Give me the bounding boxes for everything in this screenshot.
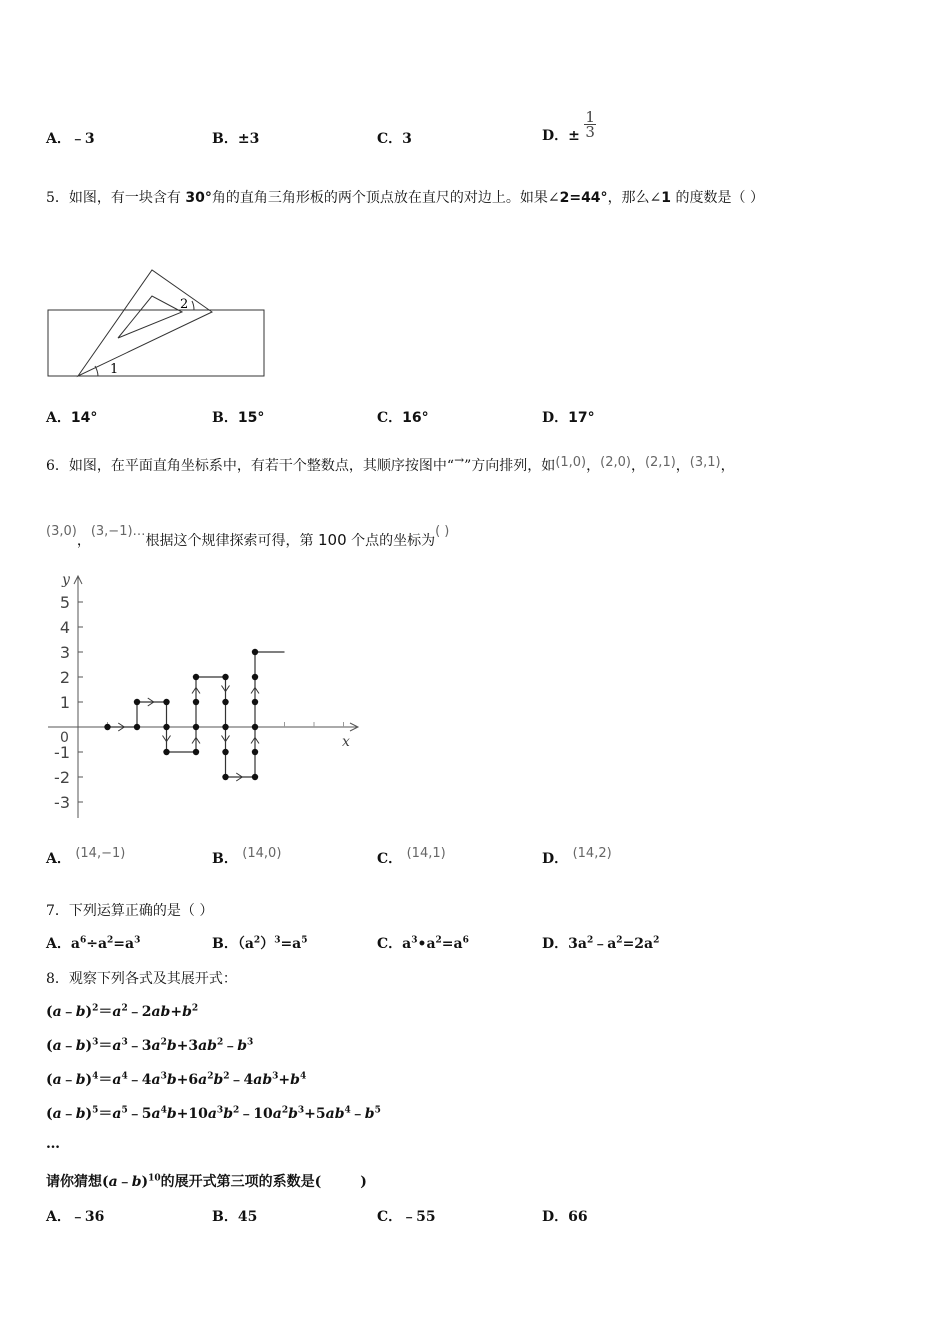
point-label: (2,1) <box>644 455 676 470</box>
formula-text <box>321 1174 360 1190</box>
option-key: A． <box>46 1209 71 1225</box>
formula-text: a <box>198 1072 208 1088</box>
formula-text: b <box>223 1106 233 1122</box>
formula-text: a <box>112 1106 122 1122</box>
data-point <box>163 699 169 705</box>
exponent: 2 <box>435 935 442 946</box>
formula-text: ﹣ <box>223 1038 238 1054</box>
formula-text: ) <box>141 1174 149 1190</box>
exponent: 5 <box>301 935 308 946</box>
formula-text: b <box>75 1038 86 1054</box>
q5-stem <box>46 187 764 207</box>
option-text: 16° <box>402 410 429 426</box>
q8-option-c[interactable] <box>377 1206 436 1226</box>
exponent: 10 <box>148 1173 161 1184</box>
q7-option-c[interactable] <box>377 933 469 953</box>
formula-text: a <box>52 1004 62 1020</box>
formula-text: a <box>151 1106 161 1122</box>
data-point <box>252 774 258 780</box>
exponent: 3 <box>160 1071 167 1082</box>
option-key: D． <box>542 851 569 867</box>
option-text: 3 <box>402 131 412 147</box>
formula-text: ﹣ <box>61 1072 76 1088</box>
formula-text: b <box>364 1106 375 1122</box>
question-number: 7． <box>46 903 69 919</box>
option-key: D． <box>542 936 569 952</box>
data-point <box>252 699 258 705</box>
data-point <box>193 724 199 730</box>
formula-text: ﹣ <box>350 1106 365 1122</box>
formula-text: a <box>52 1072 62 1088</box>
q6-option-a[interactable] <box>46 848 125 868</box>
exponent: 4 <box>299 1071 307 1082</box>
angle-label-2: 2 <box>180 297 189 312</box>
formula-text: ＝ <box>98 1038 113 1054</box>
formula-text: b <box>75 1004 86 1020</box>
formula-text: b <box>237 1038 248 1054</box>
exponent: 2 <box>121 1003 128 1014</box>
triangle-inner <box>118 296 182 338</box>
formula-text: ） <box>260 936 275 952</box>
coordinate-plane-chart <box>40 568 370 823</box>
option-formula <box>71 936 141 952</box>
y-tick-label: -2 <box>54 768 70 787</box>
option-text: ﹣55 <box>402 1209 436 1225</box>
exponent: 5 <box>374 1105 381 1116</box>
q8-option-b[interactable] <box>212 1206 257 1226</box>
option-key: C． <box>377 131 403 147</box>
formula-text: + <box>170 1004 183 1020</box>
q8-option-a[interactable] <box>46 1206 104 1226</box>
option-text: 17° <box>568 410 595 426</box>
option-text: (14,0) <box>242 846 282 861</box>
data-point <box>222 774 228 780</box>
option-formula <box>568 936 659 952</box>
y-tick-label: 3 <box>59 643 70 662</box>
exponent: 2 <box>107 935 114 946</box>
formula-text: ) <box>85 1072 93 1088</box>
q6-option-c[interactable] <box>377 848 446 868</box>
formula-text: ﹣3 <box>127 1038 152 1054</box>
formula-text: =2a <box>622 936 654 952</box>
formula-text: ) <box>360 1174 367 1190</box>
answer-blank: ( ) <box>435 524 450 539</box>
formula-text: ÷a <box>86 936 108 952</box>
formula-text: b <box>213 1072 224 1088</box>
formula-text: ) <box>85 1106 93 1122</box>
q6-option-b[interactable] <box>212 848 281 868</box>
q4-option-c[interactable] <box>377 128 412 148</box>
formula-text: a <box>207 1106 217 1122</box>
formula-text: ﹣ <box>117 1174 132 1190</box>
point-label: (2,0) <box>600 455 631 470</box>
data-point <box>252 749 258 755</box>
fraction <box>584 107 596 141</box>
data-point <box>193 749 199 755</box>
option-text: 15° <box>237 410 265 426</box>
formula-text: +3 <box>176 1038 199 1054</box>
formula-text: ﹣4 <box>229 1072 254 1088</box>
formula-text: ) <box>85 1038 93 1054</box>
q8-option-d[interactable] <box>542 1206 588 1226</box>
data-point <box>252 674 258 680</box>
exponent: 2 <box>160 1037 167 1048</box>
exponent: 2 <box>281 1105 289 1116</box>
data-point <box>252 649 258 655</box>
stem-bold: 1 <box>661 190 672 206</box>
formula-text: a <box>402 936 412 952</box>
y-tick-label: -3 <box>54 793 70 812</box>
stem-text: 个点的坐标为 <box>346 533 436 549</box>
formula-text: a <box>112 1004 122 1020</box>
formula-text: ﹣ <box>61 1038 76 1054</box>
data-point <box>222 699 228 705</box>
stem-text: 根据这个规律探索可得，第 <box>145 533 318 549</box>
ellipsis: … <box>132 524 146 539</box>
data-point <box>222 724 228 730</box>
data-point <box>134 699 140 705</box>
x-axis-label: x <box>342 734 350 750</box>
exponent: 3 <box>274 935 281 946</box>
exponent: 3 <box>247 1037 254 1048</box>
formula-text: ＝ <box>98 1004 113 1020</box>
formula-text: •a <box>417 936 436 952</box>
option-text: (14,1) <box>406 846 446 861</box>
formula-text: b <box>131 1174 142 1190</box>
q4-option-a[interactable] <box>46 128 95 148</box>
formula-text: b <box>290 1072 300 1088</box>
exponent: 3 <box>272 1071 279 1082</box>
y-tick-label: 5 <box>59 593 70 612</box>
exponent: 2 <box>232 1105 240 1116</box>
y-tick-label: 1 <box>59 693 70 712</box>
option-key: A． <box>46 851 71 867</box>
exponent: 2 <box>207 1071 214 1082</box>
y-axis-label: y <box>62 572 70 588</box>
stem-bold: 2=44° <box>559 190 608 206</box>
exponent: 4 <box>121 1071 128 1082</box>
formula-text: a <box>108 1174 118 1190</box>
data-point <box>222 674 228 680</box>
data-point <box>252 724 258 730</box>
formula-text: a <box>272 1106 282 1122</box>
exponent: 2 <box>253 935 261 946</box>
exponent: 6 <box>79 935 87 946</box>
formula-text: ab <box>253 1072 273 1088</box>
triangle-outer <box>78 270 212 376</box>
formula-text: a <box>151 1038 161 1054</box>
point-label: (3,0) <box>46 524 77 539</box>
stem-text: 下列运算正确的是（ ） <box>68 903 214 919</box>
stem-text: 如图，有一块含有 <box>68 190 186 206</box>
exponent: 6 <box>462 935 469 946</box>
exponent: 4 <box>344 1105 351 1116</box>
exponent: 3 <box>92 1037 99 1048</box>
formula-text: b <box>288 1106 298 1122</box>
data-point <box>222 749 228 755</box>
exponent: 3 <box>216 1105 224 1116</box>
data-point <box>193 699 199 705</box>
point-label: (3,1) <box>689 455 721 470</box>
option-key: B． <box>212 936 238 952</box>
option-formula <box>402 936 469 952</box>
exponent: 3 <box>297 1105 305 1116</box>
option-text: 45 <box>237 1209 258 1225</box>
formula-text: =a <box>113 936 135 952</box>
formula-text: ﹣5 <box>127 1106 152 1122</box>
formula-text: b <box>166 1106 177 1122</box>
stem-text: 的度数是（ ） <box>671 190 764 206</box>
expansion-line-2 <box>46 1035 253 1055</box>
option-text: (14,2) <box>572 846 612 861</box>
formula-text: +10 <box>176 1106 208 1122</box>
option-text: 14° <box>70 410 98 426</box>
option-key: B． <box>212 131 238 147</box>
stem-text: 如图，在平面直角坐标系中，有若干个整数点，其顺序按图中“ <box>68 458 455 474</box>
stem-bold: 30° <box>185 190 212 206</box>
formula-text: ﹣4 <box>127 1072 152 1088</box>
formula-text: a <box>52 1038 62 1054</box>
data-point <box>163 724 169 730</box>
exponent: 2 <box>223 1071 230 1082</box>
formula-text: ﹣ <box>61 1106 76 1122</box>
formula-text: ＝ <box>98 1106 113 1122</box>
option-key: B． <box>212 851 238 867</box>
q7-option-a[interactable] <box>46 933 140 953</box>
formula-text: + <box>278 1072 291 1088</box>
option-text: ﹣3 <box>70 131 95 147</box>
exponent: 5 <box>92 1105 99 1116</box>
formula-text: +6 <box>176 1072 199 1088</box>
formula-text: b <box>75 1106 86 1122</box>
q6-stem-line1: 6．如图，在平面直角坐标系中，有若干个整数点，其顺序按图中“→”方向排列，如(1,0)，(2,0)，(2,1)，(3,1)， <box>46 453 735 474</box>
exponent: 3 <box>134 935 141 946</box>
formula-text: ﹣2 <box>127 1004 152 1020</box>
y-tick-label: -1 <box>54 743 70 762</box>
exponent: 2 <box>216 1037 224 1048</box>
option-key: C． <box>377 851 403 867</box>
stem-text: ”方向排列，如 <box>464 458 556 474</box>
exponent: 2 <box>92 1003 99 1014</box>
formula-text: =a <box>280 936 302 952</box>
data-point <box>163 749 169 755</box>
point-label: (1,0) <box>555 455 587 470</box>
exponent: 3 <box>121 1037 128 1048</box>
ruler <box>48 310 264 376</box>
angle-label-1: 1 <box>110 362 119 377</box>
option-key: D． <box>542 1209 569 1225</box>
formula-text: ﹣10 <box>239 1106 273 1122</box>
formula-text: 请你猜想( <box>46 1174 109 1190</box>
formula-text: b <box>166 1038 177 1054</box>
stem-text: 角的直角三角形板的两个顶点放在直尺的对边上。如果∠ <box>211 190 560 206</box>
exponent: 4 <box>92 1071 99 1082</box>
formula-text: ab <box>325 1106 345 1122</box>
question-number: 8． <box>46 971 69 987</box>
expansion-line-3 <box>46 1069 306 1089</box>
option-key: A． <box>46 131 71 147</box>
q5-option-d[interactable] <box>542 407 595 427</box>
exponent: 2 <box>191 1003 199 1014</box>
ruler-triangle-figure <box>40 262 280 387</box>
data-point <box>193 674 199 680</box>
expansion-line-4 <box>46 1103 381 1123</box>
option-key: C． <box>377 936 403 952</box>
exponent: 2 <box>653 935 660 946</box>
stem-text: 观察下列各式及其展开式： <box>68 971 237 987</box>
option-key: C． <box>377 1209 403 1225</box>
q5-option-b[interactable] <box>212 407 264 427</box>
stem-text: ，那么∠ <box>607 190 662 206</box>
angle-2-arc <box>192 301 194 310</box>
formula-text: ( <box>46 1004 53 1020</box>
formula-text: b <box>166 1072 177 1088</box>
option-formula <box>238 936 308 952</box>
q8-question <box>46 1171 367 1191</box>
q7-stem <box>46 900 213 920</box>
formula-text: a <box>52 1106 62 1122</box>
formula-text: 的展开式第三项的系数是( <box>160 1174 322 1190</box>
formula-text: ab <box>198 1038 217 1054</box>
y-tick-label: 2 <box>59 668 70 687</box>
formula-text: ab <box>151 1004 171 1020</box>
expansion-line-1 <box>46 1001 198 1021</box>
option-key: B． <box>212 410 238 426</box>
q7-option-b[interactable] <box>212 933 308 953</box>
formula-text: ( <box>46 1072 53 1088</box>
formula-text: =a <box>441 936 463 952</box>
origin-label: 0 <box>60 730 69 746</box>
option-key: A． <box>46 410 71 426</box>
q6-option-d[interactable] <box>542 848 612 868</box>
option-text: ﹣36 <box>70 1209 105 1225</box>
q7-option-d[interactable] <box>542 933 659 953</box>
fraction-denominator: 3 <box>585 122 595 141</box>
data-point <box>134 724 140 730</box>
formula-text: a <box>70 936 80 952</box>
question-number: 6． <box>46 458 69 474</box>
formula-text: ( <box>46 1038 53 1054</box>
q6-stem-line2: (3,0)，(3,−1)…根据这个规律探索可得，第 100 个点的坐标为( ) <box>46 524 450 549</box>
formula-text: a <box>112 1038 122 1054</box>
exponent: 5 <box>121 1105 128 1116</box>
option-key: D． <box>542 410 569 426</box>
point-label: (3,−1) <box>90 524 133 539</box>
formula-text: a <box>151 1072 161 1088</box>
fraction-numerator: 1 <box>585 107 595 126</box>
formula-text: ﹣a <box>593 936 617 952</box>
formula-text: ) <box>85 1004 93 1020</box>
formula-text: +5 <box>304 1106 326 1122</box>
q5-option-c[interactable] <box>377 407 429 427</box>
stem-number: 100 <box>318 531 347 549</box>
exponent: 3 <box>411 935 418 946</box>
formula-text: b <box>182 1004 192 1020</box>
ellipsis: … <box>46 1136 60 1152</box>
q5-option-a[interactable] <box>46 407 97 427</box>
option-key: C． <box>377 410 403 426</box>
option-text: 66 <box>568 1209 588 1225</box>
formula-text: ﹣ <box>61 1004 76 1020</box>
data-point <box>104 724 110 730</box>
q8-stem <box>46 968 237 988</box>
option-key: B． <box>212 1209 238 1225</box>
option-text: ± <box>568 128 580 144</box>
option-text: (14,−1) <box>75 846 126 861</box>
exponent: 4 <box>160 1105 167 1116</box>
exponent: 2 <box>616 935 623 946</box>
option-text: ±3 <box>237 131 260 147</box>
q4-option-d[interactable] <box>542 103 596 145</box>
question-number: 5． <box>46 190 69 206</box>
q4-option-b[interactable] <box>212 128 259 148</box>
option-key: A． <box>46 936 71 952</box>
point-path <box>108 652 285 777</box>
formula-text: a <box>112 1072 122 1088</box>
arrow-icon: → <box>454 453 465 467</box>
formula-text: ＝ <box>98 1072 113 1088</box>
option-key: D． <box>542 128 569 144</box>
formula-text: b <box>75 1072 86 1088</box>
formula-text: （a <box>237 936 254 952</box>
formula-text: ( <box>46 1106 53 1122</box>
formula-text: 3a <box>568 936 587 952</box>
exponent: 2 <box>586 935 594 946</box>
y-tick-label: 4 <box>59 618 70 637</box>
